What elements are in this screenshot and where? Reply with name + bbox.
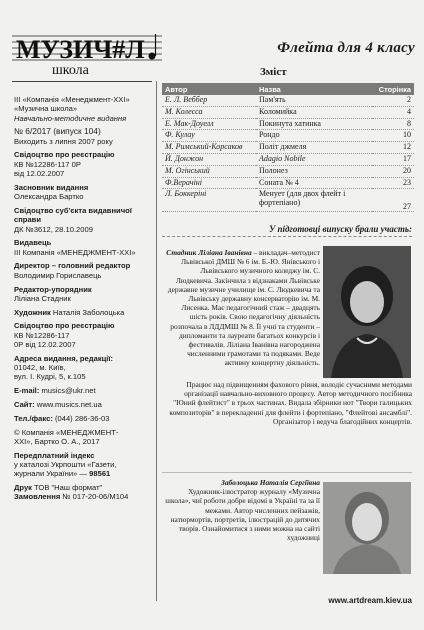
address-title: Адреса видання, редакції: (14, 353, 114, 363)
toc-page: 4 (372, 106, 414, 118)
photo-stadnyk (323, 246, 411, 378)
column-divider (156, 81, 157, 601)
bio-stadnyk-text2: Працює над підвищенням фахового рівня, володіє сучасними методами організації навчально-виховного процесу. Автор методичного посібника "Юний флейтист" в трьох частинах. Видала збірники нот "Твори галицьких композиторів" в перекладенні для флейти і фортепіано, "Флейтові ансамблі". Організатор і ведуча благодійних концертів. (169, 380, 412, 426)
address-line1: 01042, м. Київ, (14, 363, 66, 373)
print-title: Друк (14, 483, 32, 493)
subscription-index: 98561 (89, 469, 111, 479)
toc-page: 8 (372, 118, 414, 130)
contributors-rule (162, 236, 412, 237)
contents-header-row (162, 83, 414, 95)
contents-table (162, 83, 414, 212)
logo-staff-graphic (12, 28, 162, 76)
toc-name: Пам'ять (256, 95, 372, 106)
reg2-date: 0Р від 12.02.2007 (14, 340, 76, 350)
founder-name: Олександра Бартко (14, 192, 84, 202)
col-page-header: Сторінка (372, 83, 414, 95)
toc-author: Ф. Кулау (162, 130, 256, 142)
since: Виходить з липня 2007 року (14, 136, 113, 146)
bio-zabolotska-text: Художник-ілюстратор журналу «Музична школа», чиї роботи добре відомі в Україні та за її межами. Автор численних пейзажів, натюрмортів, портретів, ілюстрацій до дитячих творів. Ознайомитися з ними можна на сайті художниці (165, 487, 320, 543)
contributors-heading: У підготовці випуску брали участь: (269, 224, 412, 234)
toc-page: 20 (372, 165, 414, 177)
subject-title: Свідоцтво суб'єкта видавничої справи (14, 205, 132, 225)
left-top-rule (12, 81, 152, 82)
subject-number: ДК №3612, 28.10.2009 (14, 224, 93, 234)
table-row (162, 142, 414, 154)
issue-number: № 6/2017 (випуск 104) (14, 126, 101, 137)
toc-name: Adagio Nobile (256, 153, 372, 165)
artist-website-link[interactable]: www.artdream.kiev.ua (328, 596, 412, 605)
reg-title: Свідоцтво про реєстрацію (14, 150, 115, 160)
publisher-title: Видавець (14, 238, 52, 248)
table-row (162, 95, 414, 106)
col-name-header: Назва (256, 83, 372, 95)
tel-label: Тел./факс: (14, 413, 53, 423)
bio-stadnyk (162, 248, 320, 368)
imprint-journal: «Музична школа» (14, 104, 78, 114)
svg-text:школа: школа (52, 63, 89, 76)
toc-page: 10 (372, 130, 414, 142)
toc-author: Е. Мак-Доуелл (162, 118, 256, 130)
toc-author: М. Огінський (162, 165, 256, 177)
table-row (162, 106, 414, 118)
copyright-line1: © Компанія «МЕНЕДЖМЕНТ- (14, 427, 119, 437)
toc-author: М. Колесса (162, 106, 256, 118)
contents-heading: Зміст (260, 66, 287, 78)
director-name: Володимир Гориславець (14, 270, 102, 280)
toc-author: Е. Л. Веббер (162, 95, 256, 106)
issue-title: Флейта для 4 класу (277, 40, 415, 56)
reg2-number: КВ №12286-117 (14, 330, 70, 340)
toc-author: Й. Донжон (162, 153, 256, 165)
site-link[interactable]: www.musics.net.ua (36, 400, 102, 410)
subscription-line2: журнали України» — (14, 469, 88, 479)
col-author-header: Автор (162, 83, 256, 95)
toc-author: М. Римський-Корсаков (162, 142, 256, 154)
reg-date: від 12.02.2007 (14, 169, 65, 179)
bio-stadnyk-name: Стадник Ліліана Іванівна (166, 248, 252, 257)
bio-separator (162, 472, 412, 473)
tel-number: (044) 286-36-03 (54, 413, 110, 423)
table-row (162, 189, 414, 212)
toc-name: Рондо (256, 130, 372, 142)
bio-stadnyk-text: – викладач–методист Львівської ДМШ № 6 ім. Б.-Ю. Янівського і Львівського музичного коледжу ім. С. Людкевича. Закінчила з відзнаками Львівське державне музичне училище ім. С. Людкевича та Львівську державну консерваторію ім. М. Лисенка. Має педагогічний стаж – двадцять шість років. Свою педагогічну діяльність розпочала в ЛДДМШ № 8. Її учні та студенти – дипломанти та лауреати багатьох конкурсів і фестивалів. Ліліана Іванівна нагороджена численними грамотами та подяками. Веде активну концертну діяльність. (167, 248, 320, 368)
toc-name: Менует (для двох флейт і фортепіано) (256, 189, 372, 212)
order-title: Замовлення (14, 492, 61, 502)
founder-title: Засновник видання (14, 182, 89, 192)
artist-name: Наталія Заболоцька (52, 307, 125, 317)
toc-page: 2 (372, 95, 414, 106)
table-row (162, 153, 414, 165)
email-label: E-mail: (14, 386, 40, 396)
toc-author: Л. Боккеріні (162, 189, 256, 212)
subscription-line1: у каталозі Укрпошти «Газети, (14, 460, 117, 469)
address-line2: вул. І. Кудрі, 5, к.105 (14, 372, 86, 382)
director-title: Директор – головний редактор (14, 261, 131, 271)
toc-name: Коломийка (256, 106, 372, 118)
bio-zabolotska-name: Заболоцька Наталія Сергіївна (221, 478, 320, 487)
toc-page: 17 (372, 153, 414, 165)
copyright-line2: ХХІ», Бартко О. А., 2017 (14, 436, 100, 446)
bio-stadnyk-cont (162, 380, 412, 426)
toc-page: 12 (372, 142, 414, 154)
toc-name: Полонез (256, 165, 372, 177)
reg2-title: Свідоцтво про реєстрацію (14, 321, 115, 331)
artist-label: Художник (14, 307, 51, 317)
table-row (162, 165, 414, 177)
toc-name: Покинута хатинка (256, 118, 372, 130)
toc-name: Соната № 4 (256, 177, 372, 189)
toc-page: 23 (372, 177, 414, 189)
table-row (162, 118, 414, 130)
site-label: Сайт: (14, 400, 35, 410)
toc-name: Політ джмеля (256, 142, 372, 154)
bio-zabolotska (162, 478, 320, 542)
print-house: ТОВ "Наш формат" (34, 483, 103, 493)
editor-title: Редактор-упорядник (14, 284, 92, 294)
svg-text:МУЗИЧ#Л: МУЗИЧ#Л (16, 35, 145, 64)
subscription-title: Передплатний індекс (14, 450, 95, 460)
email-link[interactable]: musics@ukr.net (41, 386, 96, 396)
photo-zabolotska (323, 482, 411, 574)
reg-number: КВ №12286-117 0Р (14, 159, 81, 169)
table-row (162, 177, 414, 189)
table-row (162, 130, 414, 142)
music-school-logo (12, 28, 162, 76)
editor-name: Ліліана Стадник (14, 293, 71, 303)
imprint-column (14, 95, 154, 506)
toc-author: Ф.Верачіні (162, 177, 256, 189)
imprint-company: ІІІ «Компанія «Менеджмент-ХХІ» (14, 95, 130, 104)
order-number: № 017-20-06/М104 (62, 492, 129, 502)
publisher-name: ІІІ Компанія «МЕНЕДЖМЕНТ-ХХІ» (14, 247, 136, 257)
toc-page: 27 (372, 189, 414, 212)
imprint-type: Навчально-методичне видання (14, 113, 127, 123)
